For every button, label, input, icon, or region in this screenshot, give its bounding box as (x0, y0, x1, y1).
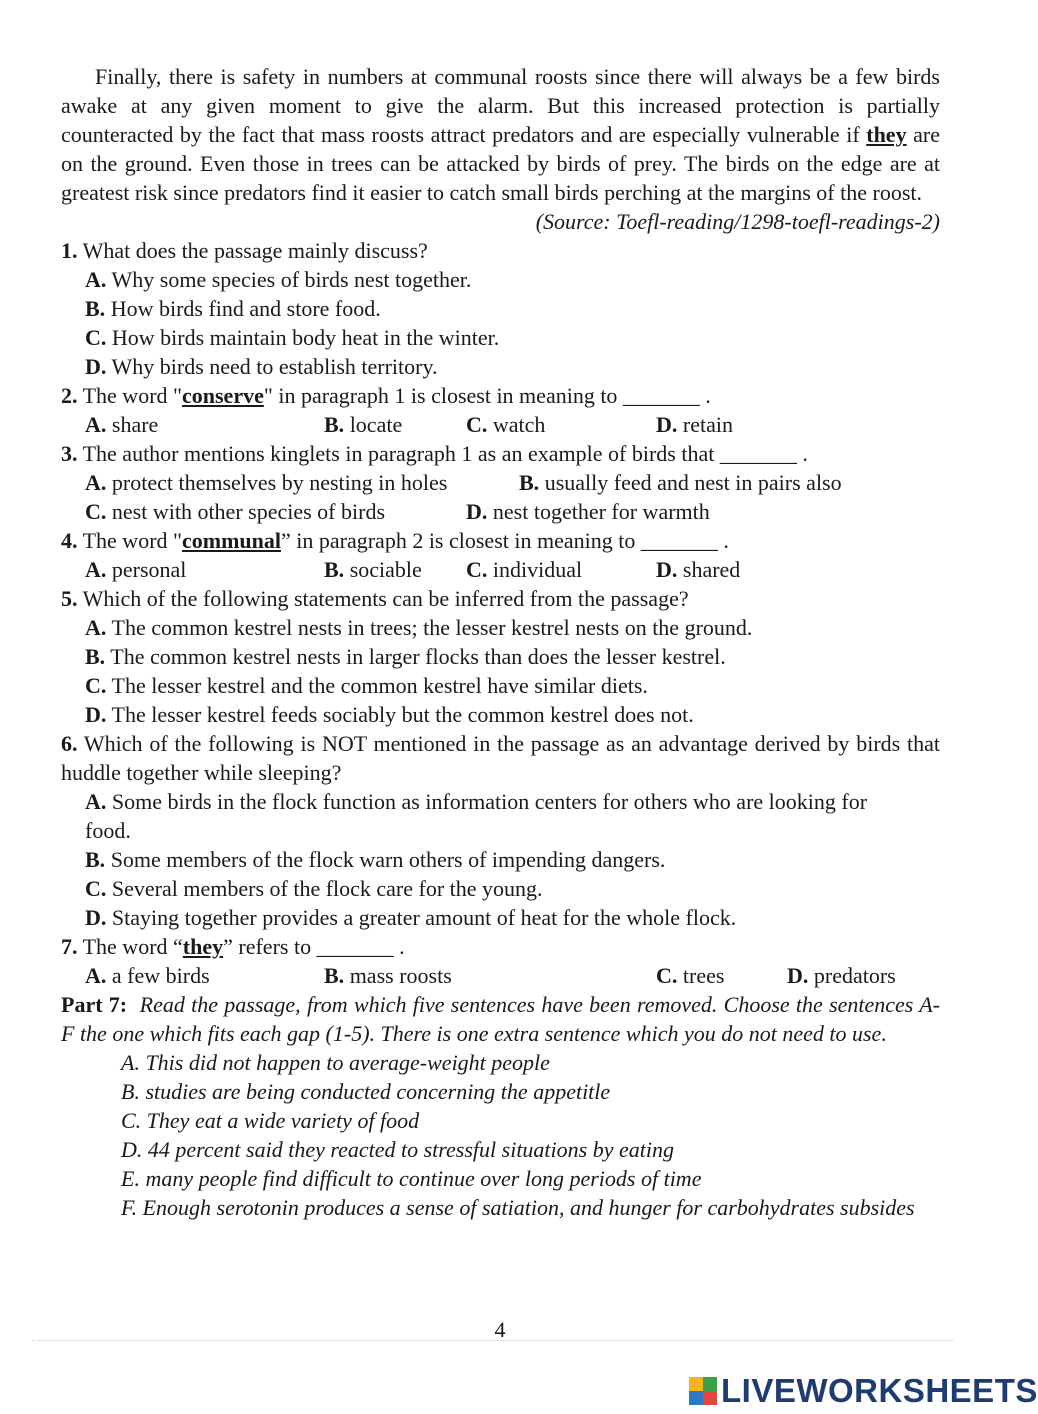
q7-option-c[interactable]: C. trees (656, 963, 725, 988)
question-3: 3. The author mentions kinglets in paragraph 1 as an example of birds that _______ . (61, 441, 808, 466)
question-2: 2. The word "conserve" in paragraph 1 is closest in meaning to _______ . (61, 383, 711, 408)
q7-option-b[interactable]: B. mass roosts (324, 963, 452, 988)
sentence-option: A. This did not happen to average-weight people (121, 1050, 550, 1075)
liveworksheets-logo-icon (689, 1377, 717, 1405)
q1-option-c[interactable]: C. How birds maintain body heat in the winter. (85, 325, 500, 350)
target-word: they (182, 934, 224, 959)
q7-option-a[interactable]: A. a few birds (85, 963, 210, 988)
sentence-option: C. They eat a wide variety of food (121, 1108, 420, 1133)
target-word: conserve (182, 383, 264, 408)
q5-option-b[interactable]: B. The common kestrel nests in larger flocks than does the lesser kestrel. (85, 644, 726, 669)
sentence-option: B. studies are being conducted concerning the appetitle (121, 1079, 611, 1104)
q4-option-b[interactable]: B. sociable (324, 557, 422, 582)
q1-option-b[interactable]: B. How birds find and store food. (85, 296, 381, 321)
question-7: 7. The word “they” refers to _______ . (61, 934, 405, 959)
worksheet-page (61, 62, 940, 1222)
liveworksheets-logo (689, 1374, 1038, 1408)
q3-option-a[interactable]: A. protect themselves by nesting in holes (85, 470, 448, 495)
q2-options (61, 410, 940, 439)
referent-word: they (866, 122, 907, 147)
q6-option-a[interactable]: A. Some birds in the flock function as information centers for others who are looking for food. (85, 789, 868, 843)
page-number: 4 (494, 1317, 506, 1342)
q4-option-a[interactable]: A. personal (85, 557, 187, 582)
q4-option-d[interactable]: D. shared (656, 557, 741, 582)
q5-option-a[interactable]: A. The common kestrel nests in trees; the lesser kestrel nests on the ground. (85, 615, 753, 640)
sentence-option: E. many people find difficult to continue over long periods of time (121, 1166, 702, 1191)
footer-divider (32, 1340, 954, 1341)
q7-options (61, 961, 940, 990)
q1-option-a[interactable]: A. Why some species of birds nest together. (85, 267, 472, 292)
q5-option-c[interactable]: C. The lesser kestrel and the common kestrel have similar diets. (85, 673, 648, 698)
passage-source: (Source: Toefl-reading/1298-toefl-readings-2) (535, 209, 940, 234)
passage-paragraph: Finally, there is safety in numbers at communal roosts since there will always be a few birds awake at any given moment to give the alarm. But this increased protection is partially counteracted by the fact that mass roosts attract predators and are especially vulnerable if they are on the ground. Even those in trees can be attacked by birds of prey. The birds on the edge are at greatest risk since predators find it easier to catch small birds perching at the margins of the roost. (61, 64, 940, 205)
q5-option-d[interactable]: D. The lesser kestrel feeds sociably but the common kestrel does not. (85, 702, 694, 727)
question-6: 6. Which of the following is NOT mentioned in the passage as an advantage derived by birds that huddle together while sleeping? (61, 731, 940, 785)
target-word: communal (182, 528, 281, 553)
q4-options (61, 555, 940, 584)
q2-option-a[interactable]: A. share (85, 412, 159, 437)
q2-option-c[interactable]: C. watch (466, 412, 546, 437)
q2-option-d[interactable]: D. retain (656, 412, 733, 437)
part-7-instruction: Part 7: Read the passage, from which five sentences have been removed. Choose the sentences A-F the one which fits each gap (1-5). There is one extra sentence which you do not need to use. (61, 992, 940, 1046)
sentence-option: D. 44 percent said they reacted to stressful situations by eating (121, 1137, 674, 1162)
part-7-label: Part 7: (61, 992, 128, 1017)
question-5: 5. Which of the following statements can be inferred from the passage? (61, 586, 689, 611)
q3-option-b[interactable]: B. usually feed and nest in pairs also (519, 470, 842, 495)
sentence-option: F. Enough serotonin produces a sense of satiation, and hunger for carbohydrates subsides (121, 1195, 915, 1220)
q2-option-b[interactable]: B. locate (324, 412, 403, 437)
q7-option-d[interactable]: D. predators (787, 963, 896, 988)
q6-option-b[interactable]: B. Some members of the flock warn others of impending dangers. (85, 847, 666, 872)
brand-name: LIVEWORKSHEETS (721, 1372, 1038, 1409)
q6-option-d[interactable]: D. Staying together provides a greater amount of heat for the whole flock. (85, 905, 737, 930)
q1-option-d[interactable]: D. Why birds need to establish territory. (85, 354, 438, 379)
q3-option-d[interactable]: D. nest together for warmth (466, 499, 710, 524)
q3-option-c[interactable]: C. nest with other species of birds (85, 499, 385, 524)
q4-option-c[interactable]: C. individual (466, 557, 583, 582)
question-4: 4. The word "communal” in paragraph 2 is closest in meaning to _______ . (61, 528, 729, 553)
q6-option-c[interactable]: C. Several members of the flock care for the young. (85, 876, 543, 901)
question-1: 1. What does the passage mainly discuss? (61, 238, 428, 263)
